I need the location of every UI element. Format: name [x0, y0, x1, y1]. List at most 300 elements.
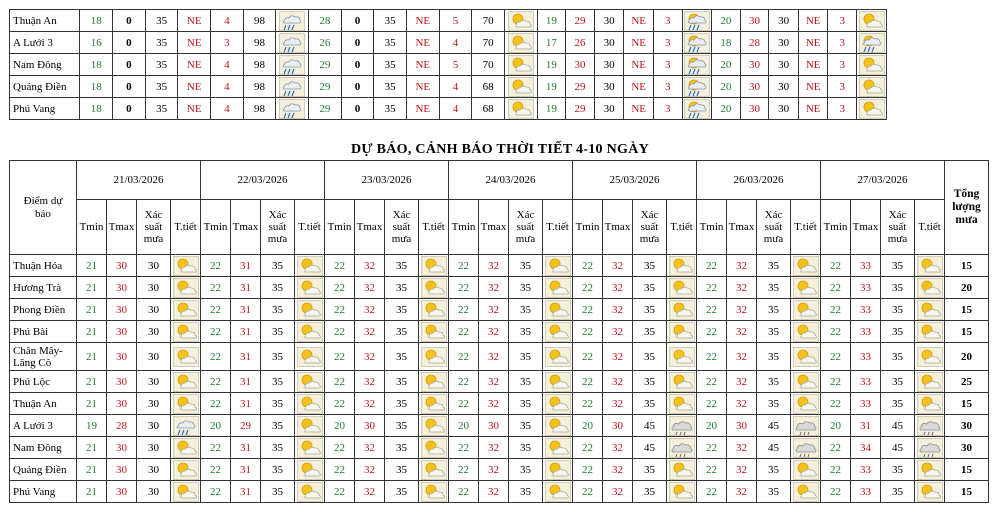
weather-icon-cell — [504, 32, 537, 54]
rain-probability-cell: 45 — [881, 437, 915, 459]
weather-header: T.tiết — [295, 200, 325, 255]
weather-icon-cell — [667, 299, 697, 321]
weather-icon-cell — [667, 415, 697, 437]
total-rainfall-header: Tổng lượng mưa — [945, 161, 989, 255]
min-temp-cell: 22 — [697, 343, 727, 371]
humidity-cell: 70 — [472, 10, 505, 32]
sunny-cloud-icon — [297, 300, 323, 320]
wind-direction-cell: NE — [624, 98, 654, 120]
rain-amount-cell: 0 — [113, 10, 146, 32]
wind-direction-cell: NE — [798, 10, 828, 32]
table-row — [10, 437, 989, 459]
weather-icon-cell — [667, 255, 697, 277]
min-temp-cell: 22 — [573, 321, 603, 343]
max-temp-cell: 31 — [231, 481, 261, 503]
max-temp-cell: 33 — [851, 321, 881, 343]
temperature-cell: 18 — [80, 76, 113, 98]
min-temp-cell: 21 — [77, 321, 107, 343]
weather-icon-cell — [543, 437, 573, 459]
weather-icon-cell — [543, 255, 573, 277]
rain-probability-cell: 35 — [881, 277, 915, 299]
max-temp-cell: 32 — [479, 481, 509, 503]
sunny-cloud-icon — [545, 300, 571, 320]
location-name: Thuận Hóa — [10, 255, 77, 277]
rain-probability-cell: 35 — [385, 437, 419, 459]
drizzle-icon — [917, 416, 943, 436]
weather-icon-cell — [915, 437, 945, 459]
min-temp-cell: 22 — [325, 481, 355, 503]
weather-icon-cell — [857, 98, 887, 120]
max-temp-cell: 30 — [355, 415, 385, 437]
rain-probability-cell: 35 — [385, 459, 419, 481]
temperature-cell: 29 — [309, 76, 342, 98]
min-temp-cell: 22 — [201, 437, 231, 459]
max-temp-cell: 33 — [851, 481, 881, 503]
min-temp-cell: 22 — [573, 255, 603, 277]
min-temp-cell: 22 — [449, 277, 479, 299]
max-temp-cell: 33 — [851, 393, 881, 415]
rain-probability-header: Xác suất mưa — [261, 200, 295, 255]
max-temp-cell: 29 — [566, 76, 595, 98]
min-temp-cell: 19 — [77, 415, 107, 437]
max-temp-cell: 29 — [231, 415, 261, 437]
rain-probability-cell: 35 — [509, 321, 543, 343]
sunny-cloud-icon — [297, 482, 323, 502]
weather-icon-cell — [543, 321, 573, 343]
rain-sun-icon — [684, 99, 710, 119]
min-temp-cell: 22 — [449, 255, 479, 277]
weather-icon-cell — [667, 277, 697, 299]
sunny-cloud-icon — [917, 300, 943, 320]
max-temp-cell: 30 — [566, 54, 595, 76]
wind-speed-cell: 3 — [828, 98, 857, 120]
weather-icon-cell — [857, 76, 887, 98]
weather-icon-cell — [791, 321, 821, 343]
wind-speed-cell: 4 — [439, 98, 472, 120]
sunny-cloud-icon — [545, 416, 571, 436]
min-temp-cell: 20 — [449, 415, 479, 437]
min-temp-cell: 22 — [201, 459, 231, 481]
sunny-cloud-icon — [421, 416, 447, 436]
min-temp-cell: 22 — [821, 321, 851, 343]
weather-icon-cell — [171, 343, 201, 371]
sunny-cloud-icon — [421, 460, 447, 480]
max-temp-cell: 32 — [355, 481, 385, 503]
temperature-cell: 28 — [309, 10, 342, 32]
max-temp-cell: 30 — [727, 415, 757, 437]
min-temp-cell: 22 — [449, 371, 479, 393]
sunny-cloud-icon — [669, 460, 695, 480]
rain-probability-cell: 30 — [137, 277, 171, 299]
max-temp-cell: 31 — [851, 415, 881, 437]
max-temp-cell: 32 — [727, 255, 757, 277]
rain-sun-icon — [684, 55, 710, 75]
sunny-cloud-icon — [793, 300, 819, 320]
weather-icon-cell — [171, 299, 201, 321]
sunny-cloud-icon — [545, 438, 571, 458]
location-name: A Lưới 3 — [10, 32, 80, 54]
rain-probability-cell: 35 — [509, 481, 543, 503]
rain-icon — [279, 99, 305, 119]
weather-icon-cell — [791, 437, 821, 459]
sunny-cloud-icon — [917, 482, 943, 502]
max-temp-cell: 32 — [479, 343, 509, 371]
rain-probability-cell: 30 — [594, 54, 624, 76]
max-temp-cell: 32 — [727, 299, 757, 321]
sunny-cloud-icon — [545, 482, 571, 502]
min-temp-cell: 22 — [573, 343, 603, 371]
date-header: 27/03/2026 — [821, 161, 945, 200]
rain-probability-cell: 45 — [633, 437, 667, 459]
sunny-cloud-icon — [421, 347, 447, 367]
min-temp-cell: 22 — [325, 343, 355, 371]
max-temp-cell: 30 — [479, 415, 509, 437]
weather-icon-cell — [543, 299, 573, 321]
max-temp-cell: 32 — [727, 437, 757, 459]
weather-icon-cell — [419, 393, 449, 415]
sunny-cloud-icon — [793, 460, 819, 480]
rain-probability-cell: 35 — [145, 54, 178, 76]
total-rainfall-cell: 25 — [945, 371, 989, 393]
min-temp-cell: 22 — [573, 437, 603, 459]
rain-probability-cell: 35 — [145, 32, 178, 54]
max-temp-cell: 32 — [603, 277, 633, 299]
max-temp-cell: 32 — [355, 343, 385, 371]
min-temp-cell: 22 — [697, 255, 727, 277]
rain-probability-cell: 35 — [881, 371, 915, 393]
weather-icon-cell — [543, 415, 573, 437]
rain-probability-cell: 30 — [137, 415, 171, 437]
date-header: 22/03/2026 — [201, 161, 325, 200]
weather-icon-cell — [419, 481, 449, 503]
rain-probability-cell: 35 — [633, 481, 667, 503]
min-temp-cell: 20 — [325, 415, 355, 437]
weather-icon-cell — [543, 343, 573, 371]
sunny-cloud-icon — [545, 278, 571, 298]
wind-speed-cell: 3 — [653, 32, 682, 54]
min-temp-cell: 18 — [712, 32, 741, 54]
rain-probability-cell: 30 — [137, 255, 171, 277]
weather-icon-cell — [915, 371, 945, 393]
min-temp-cell: 22 — [325, 371, 355, 393]
rain-probability-cell: 30 — [594, 98, 624, 120]
table-row — [10, 255, 989, 277]
weather-icon-cell — [791, 459, 821, 481]
sunny-cloud-icon — [173, 482, 199, 502]
weather-icon-cell — [171, 415, 201, 437]
weather-icon-cell — [171, 321, 201, 343]
sunny-cloud-icon — [545, 460, 571, 480]
sunny-cloud-icon — [297, 372, 323, 392]
min-temp-cell: 22 — [697, 371, 727, 393]
rain-probability-cell: 35 — [145, 98, 178, 120]
tmax-header: Tmax — [851, 200, 881, 255]
min-temp-cell: 21 — [77, 371, 107, 393]
rain-amount-cell: 0 — [341, 32, 374, 54]
wind-speed-cell: 3 — [828, 54, 857, 76]
min-temp-cell: 22 — [201, 255, 231, 277]
location-name: A Lưới 3 — [10, 415, 77, 437]
table-row — [10, 343, 989, 371]
sunny-cloud-icon — [421, 300, 447, 320]
weather-icon-cell — [295, 437, 325, 459]
max-temp-cell: 32 — [355, 393, 385, 415]
wind-direction-cell: NE — [624, 76, 654, 98]
sunny-cloud-icon — [421, 372, 447, 392]
min-temp-cell: 22 — [325, 437, 355, 459]
max-temp-cell: 32 — [603, 481, 633, 503]
wind-direction-cell: NE — [798, 54, 828, 76]
rain-probability-cell: 30 — [769, 98, 799, 120]
sunny-cloud-icon — [793, 322, 819, 342]
max-temp-cell: 30 — [740, 54, 769, 76]
weather-icon-cell — [791, 343, 821, 371]
weather-icon-cell — [171, 371, 201, 393]
weather-icon-cell — [682, 32, 712, 54]
rain-probability-cell: 35 — [261, 343, 295, 371]
max-temp-cell: 32 — [479, 459, 509, 481]
rain-probability-cell: 30 — [594, 76, 624, 98]
total-rainfall-cell: 15 — [945, 459, 989, 481]
wind-direction-cell: NE — [407, 98, 440, 120]
sunny-cloud-icon — [669, 300, 695, 320]
rain-probability-cell: 35 — [509, 437, 543, 459]
drizzle-icon — [793, 438, 819, 458]
rain-probability-cell: 35 — [757, 321, 791, 343]
rain-probability-cell: 35 — [374, 10, 407, 32]
sunny-cloud-icon — [421, 256, 447, 276]
max-temp-cell: 31 — [231, 437, 261, 459]
wind-speed-cell: 4 — [211, 54, 244, 76]
min-temp-cell: 22 — [697, 299, 727, 321]
sunny-cloud-icon — [859, 99, 885, 119]
max-temp-cell: 30 — [107, 321, 137, 343]
forecast-4-10-days-table — [9, 160, 989, 503]
weather-icon-cell — [667, 459, 697, 481]
weather-icon-cell — [543, 277, 573, 299]
max-temp-cell: 30 — [107, 277, 137, 299]
location-name: Phong Điền — [10, 299, 77, 321]
min-temp-cell: 22 — [449, 321, 479, 343]
min-temp-cell: 20 — [712, 98, 741, 120]
min-temp-cell: 22 — [325, 321, 355, 343]
min-temp-cell: 20 — [201, 415, 231, 437]
weather-icon-cell — [857, 32, 887, 54]
min-temp-cell: 22 — [449, 459, 479, 481]
rain-probability-cell: 30 — [137, 459, 171, 481]
weather-icon-cell — [295, 371, 325, 393]
sunny-cloud-icon — [669, 322, 695, 342]
rain-probability-cell: 35 — [633, 299, 667, 321]
date-header: 25/03/2026 — [573, 161, 697, 200]
wind-direction-cell: NE — [407, 54, 440, 76]
temperature-cell: 18 — [80, 10, 113, 32]
max-temp-cell: 32 — [727, 321, 757, 343]
weather-header: T.tiết — [543, 200, 573, 255]
drizzle-icon — [669, 438, 695, 458]
wind-direction-cell: NE — [407, 76, 440, 98]
weather-icon-cell — [915, 277, 945, 299]
rain-amount-cell: 0 — [341, 10, 374, 32]
rain-probability-cell: 35 — [385, 299, 419, 321]
rain-probability-cell: 35 — [385, 371, 419, 393]
table-row — [10, 10, 887, 32]
max-temp-cell: 30 — [107, 393, 137, 415]
wind-speed-cell: 4 — [439, 76, 472, 98]
sunny-cloud-icon — [669, 256, 695, 276]
rain-probability-cell: 35 — [633, 343, 667, 371]
weather-icon-cell — [791, 481, 821, 503]
max-temp-cell: 32 — [479, 371, 509, 393]
sunny-cloud-icon — [173, 256, 199, 276]
weather-icon-cell — [419, 437, 449, 459]
rain-icon — [279, 77, 305, 97]
tmin-header: Tmin — [201, 200, 231, 255]
humidity-cell: 70 — [472, 54, 505, 76]
max-temp-cell: 32 — [727, 277, 757, 299]
max-temp-cell: 30 — [603, 415, 633, 437]
rain-probability-cell: 35 — [261, 459, 295, 481]
sunny-cloud-icon — [545, 372, 571, 392]
weather-icon-cell — [791, 277, 821, 299]
tmin-header: Tmin — [697, 200, 727, 255]
max-temp-cell: 33 — [851, 299, 881, 321]
rain-probability-cell: 45 — [633, 415, 667, 437]
sunny-cloud-icon — [173, 394, 199, 414]
min-temp-cell: 22 — [573, 481, 603, 503]
weather-icon-cell — [667, 371, 697, 393]
sunny-cloud-icon — [173, 460, 199, 480]
wind-direction-cell: NE — [798, 32, 828, 54]
current-forecast-table — [9, 9, 887, 120]
tmin-header: Tmin — [325, 200, 355, 255]
table-row — [10, 54, 887, 76]
table-row — [10, 415, 989, 437]
weather-icon-cell — [791, 371, 821, 393]
min-temp-cell: 21 — [77, 255, 107, 277]
weather-icon-cell — [419, 343, 449, 371]
min-temp-cell: 19 — [537, 54, 566, 76]
rain-probability-cell: 30 — [137, 343, 171, 371]
min-temp-cell: 22 — [201, 299, 231, 321]
rain-probability-cell: 35 — [757, 393, 791, 415]
sunny-cloud-icon — [421, 482, 447, 502]
location-name: Phú Bài — [10, 321, 77, 343]
table-row — [10, 98, 887, 120]
tmax-header: Tmax — [107, 200, 137, 255]
rain-amount-cell: 0 — [341, 54, 374, 76]
rain-probability-cell: 35 — [757, 277, 791, 299]
rain-probability-cell: 35 — [633, 459, 667, 481]
wind-direction-cell: NE — [407, 10, 440, 32]
sunny-cloud-icon — [421, 438, 447, 458]
weather-icon-cell — [504, 98, 537, 120]
min-temp-cell: 20 — [573, 415, 603, 437]
max-temp-cell: 32 — [479, 393, 509, 415]
min-temp-cell: 22 — [697, 321, 727, 343]
location-name: Nam Đông — [10, 54, 80, 76]
weather-icon-cell — [295, 255, 325, 277]
weather-icon-cell — [295, 459, 325, 481]
max-temp-cell: 32 — [603, 371, 633, 393]
weather-icon-cell — [791, 255, 821, 277]
sunny-cloud-icon — [297, 278, 323, 298]
min-temp-cell: 22 — [573, 459, 603, 481]
min-temp-cell: 20 — [821, 415, 851, 437]
rain-probability-header: Xác suất mưa — [509, 200, 543, 255]
min-temp-cell: 22 — [325, 459, 355, 481]
max-temp-cell: 31 — [231, 343, 261, 371]
rain-probability-cell: 35 — [757, 371, 791, 393]
sunny-cloud-icon — [917, 372, 943, 392]
rain-probability-cell: 35 — [509, 415, 543, 437]
min-temp-cell: 22 — [449, 481, 479, 503]
sunny-cloud-icon — [917, 347, 943, 367]
rain-probability-cell: 35 — [261, 321, 295, 343]
table-row — [10, 393, 989, 415]
location-header: Điểm dự báo — [10, 161, 77, 255]
temperature-cell: 16 — [80, 32, 113, 54]
rain-probability-cell: 35 — [881, 343, 915, 371]
tmin-header: Tmin — [821, 200, 851, 255]
min-temp-cell: 21 — [77, 277, 107, 299]
weather-icon-cell — [504, 54, 537, 76]
min-temp-cell: 22 — [449, 299, 479, 321]
sunny-cloud-icon — [545, 322, 571, 342]
sunny-cloud-icon — [545, 256, 571, 276]
min-temp-cell: 21 — [77, 343, 107, 371]
rain-probability-cell: 30 — [137, 393, 171, 415]
location-name: Quảng Điền — [10, 76, 80, 98]
sunny-cloud-icon — [508, 77, 534, 97]
location-name: Thuận An — [10, 393, 77, 415]
min-temp-cell: 22 — [821, 255, 851, 277]
rain-probability-cell: 30 — [594, 32, 624, 54]
total-rainfall-cell: 15 — [945, 481, 989, 503]
temperature-cell: 18 — [80, 54, 113, 76]
rain-icon — [279, 33, 305, 53]
weather-icon-cell — [295, 277, 325, 299]
sunny-cloud-icon — [421, 322, 447, 342]
wind-speed-cell: 3 — [653, 76, 682, 98]
table-row — [10, 371, 989, 393]
table-row — [10, 32, 887, 54]
drizzle-icon — [917, 438, 943, 458]
min-temp-cell: 19 — [537, 10, 566, 32]
max-temp-cell: 32 — [727, 481, 757, 503]
location-name: Quảng Điền — [10, 459, 77, 481]
sunny-cloud-icon — [793, 278, 819, 298]
max-temp-cell: 30 — [107, 481, 137, 503]
sunny-cloud-icon — [669, 372, 695, 392]
weather-icon-cell — [667, 481, 697, 503]
sunny-cloud-icon — [173, 278, 199, 298]
min-temp-cell: 22 — [201, 277, 231, 299]
min-temp-cell: 22 — [325, 255, 355, 277]
weather-icon-cell — [419, 277, 449, 299]
max-temp-cell: 31 — [231, 393, 261, 415]
rain-probability-cell: 35 — [509, 371, 543, 393]
rain-probability-cell: 35 — [881, 459, 915, 481]
max-temp-cell: 30 — [107, 437, 137, 459]
rain-amount-cell: 0 — [113, 98, 146, 120]
rain-probability-cell: 30 — [594, 10, 624, 32]
rain-sun-icon — [684, 33, 710, 53]
total-rainfall-cell: 15 — [945, 299, 989, 321]
weather-icon-cell — [419, 459, 449, 481]
rain-probability-cell: 35 — [757, 343, 791, 371]
wind-direction-cell: NE — [407, 32, 440, 54]
